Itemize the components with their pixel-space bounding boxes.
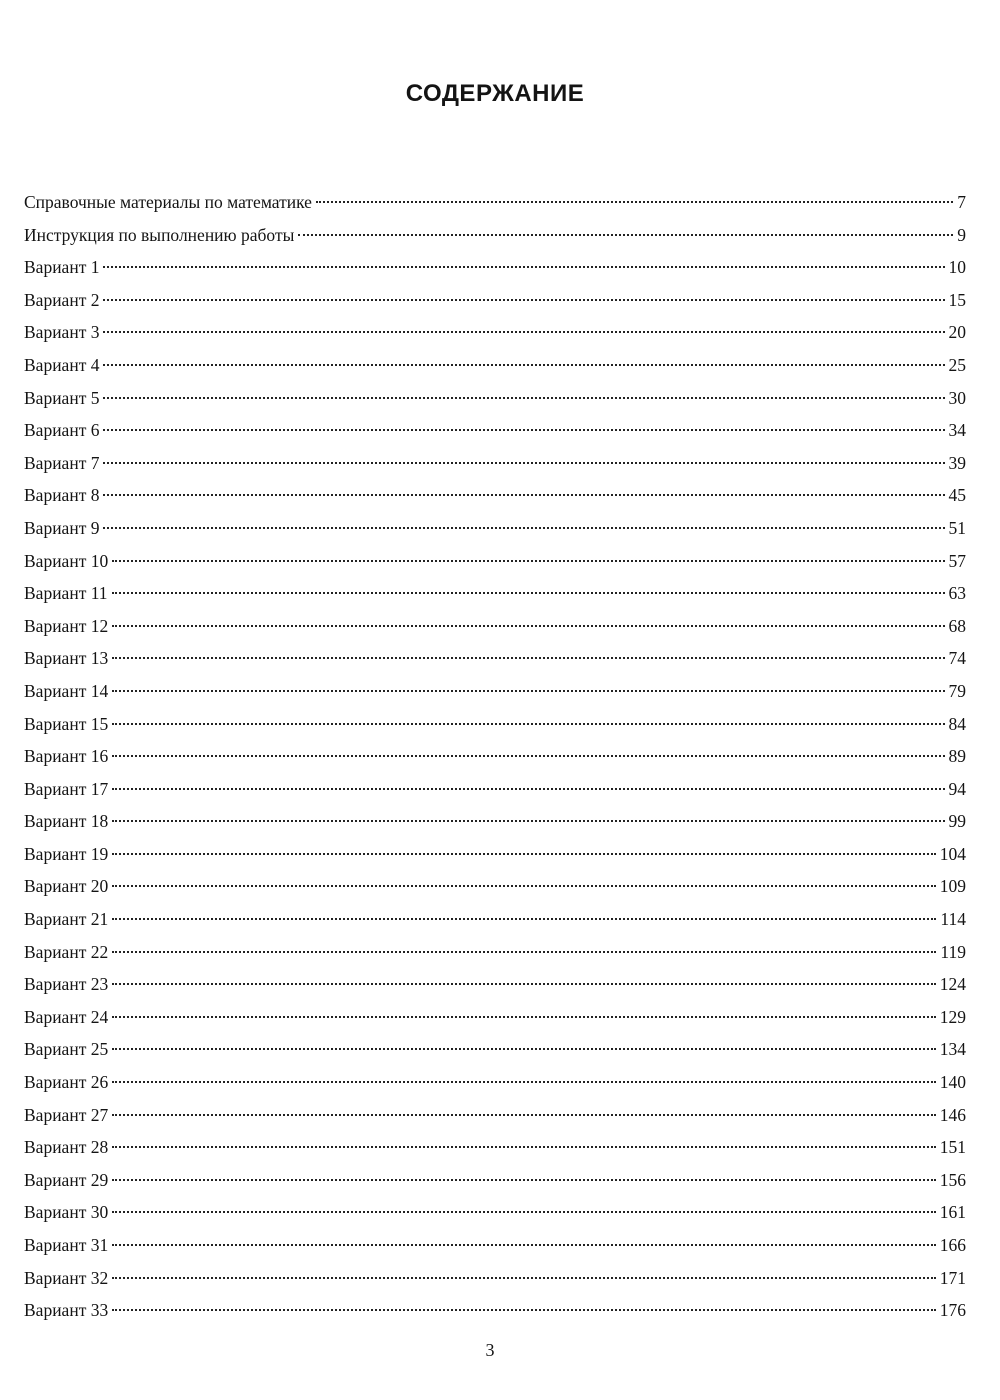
toc-dot-leader <box>112 885 936 887</box>
toc-dot-leader <box>112 592 945 594</box>
toc-entry-page: 10 <box>948 257 966 278</box>
toc-entry[interactable] <box>24 708 966 741</box>
toc-entry[interactable] <box>24 805 966 838</box>
toc-entry[interactable] <box>24 1131 966 1164</box>
toc-entry[interactable] <box>24 414 966 447</box>
toc-entry-label: Вариант 1 <box>24 257 100 278</box>
toc-entry-label: Вариант 24 <box>24 1006 109 1027</box>
toc-entry[interactable] <box>24 642 966 675</box>
toc-dot-leader <box>112 625 944 627</box>
toc-entry-page: 89 <box>948 746 966 767</box>
toc-entry-page: 129 <box>939 1006 966 1027</box>
toc-entry-page: 57 <box>948 550 966 571</box>
toc-entry-page: 74 <box>948 648 966 669</box>
toc-entry[interactable] <box>24 577 966 610</box>
toc-entry-page: 146 <box>939 1104 966 1125</box>
toc-entry-page: 45 <box>948 485 966 506</box>
toc-entry-page: 140 <box>939 1072 966 1093</box>
toc-entry[interactable] <box>24 838 966 871</box>
toc-entry-label: Вариант 7 <box>24 452 100 473</box>
toc-entry[interactable] <box>24 968 966 1001</box>
toc-dot-leader <box>112 657 944 659</box>
toc-dot-leader <box>112 1114 936 1116</box>
toc-entry-page: 104 <box>939 843 966 864</box>
toc-entry-label: Вариант 11 <box>24 583 108 604</box>
toc-entry-page: 30 <box>948 387 966 408</box>
toc-entry-label: Вариант 30 <box>24 1202 109 1223</box>
toc-entry-label: Вариант 33 <box>24 1300 109 1321</box>
toc-entry[interactable] <box>24 903 966 936</box>
toc-entry[interactable] <box>24 740 966 773</box>
toc-entry[interactable] <box>24 447 966 480</box>
toc-dot-leader <box>103 299 944 301</box>
toc-entry-label: Вариант 27 <box>24 1104 109 1125</box>
toc-entry-page: 124 <box>939 974 966 995</box>
toc-entry-label: Вариант 9 <box>24 517 100 538</box>
toc-entry[interactable] <box>24 349 966 382</box>
toc-dot-leader <box>112 1211 936 1213</box>
toc-dot-leader <box>112 788 944 790</box>
toc-entry-label: Вариант 16 <box>24 746 109 767</box>
toc-entry[interactable] <box>24 1001 966 1034</box>
toc-entry-label: Вариант 26 <box>24 1072 109 1093</box>
toc-entry-label: Вариант 12 <box>24 615 109 636</box>
toc-entry-label: Вариант 31 <box>24 1235 109 1255</box>
toc-entry-page: 84 <box>948 713 966 734</box>
toc-entry-page: 68 <box>948 615 966 636</box>
toc-entry[interactable] <box>24 219 966 252</box>
toc-entry-label: Вариант 32 <box>24 1267 109 1288</box>
toc-entry-label: Вариант 20 <box>24 876 109 897</box>
toc-entry-label: Вариант 13 <box>24 648 109 669</box>
toc-entry-page: 7 <box>957 192 966 212</box>
toc-entry-label: Вариант 3 <box>24 322 100 343</box>
toc-entry-page: 156 <box>939 1169 966 1190</box>
toc-entry[interactable] <box>24 1066 966 1099</box>
toc-entry-page: 176 <box>939 1300 966 1321</box>
toc-entry-page: 134 <box>939 1039 966 1060</box>
toc-entry[interactable] <box>24 1294 966 1327</box>
toc-entry-label: Вариант 25 <box>24 1039 109 1060</box>
toc-entry[interactable] <box>24 1164 966 1197</box>
toc-entry-label: Вариант 5 <box>24 387 100 408</box>
toc-dot-leader <box>103 364 944 366</box>
toc-entry-label: Вариант 19 <box>24 843 109 864</box>
toc-entry-label: Вариант 28 <box>24 1137 109 1158</box>
toc-entry-label: Вариант 22 <box>24 941 109 962</box>
toc-dot-leader <box>103 429 944 431</box>
toc-entry[interactable] <box>24 545 966 578</box>
page-number: 3 <box>485 1340 495 1360</box>
toc-entry[interactable] <box>24 1033 966 1066</box>
toc-dot-leader <box>298 234 953 236</box>
toc-dot-leader <box>112 820 944 822</box>
toc-entry[interactable] <box>24 1099 966 1132</box>
toc-dot-leader <box>112 983 936 985</box>
toc-entry-page: 15 <box>948 289 966 310</box>
toc-entry-page: 99 <box>948 811 966 832</box>
toc-dot-leader <box>103 397 944 399</box>
toc-dot-leader <box>112 1277 936 1279</box>
toc-entry-page: 39 <box>948 452 966 473</box>
toc-dot-leader <box>112 723 944 725</box>
toc-entry[interactable] <box>24 773 966 806</box>
toc-dot-leader <box>112 1016 936 1018</box>
toc-dot-leader <box>103 331 944 333</box>
toc-entry[interactable] <box>24 186 966 219</box>
toc-entry-page: 171 <box>939 1267 966 1288</box>
toc-dot-leader <box>112 755 944 757</box>
toc-entry-page: 51 <box>948 517 966 538</box>
toc-dot-leader <box>112 1179 936 1181</box>
toc-entry-page: 94 <box>948 778 966 799</box>
toc-entry[interactable] <box>24 316 966 349</box>
toc-entry-label: Вариант 8 <box>24 485 100 506</box>
toc-entry-page: 63 <box>948 583 966 604</box>
toc-dot-leader <box>112 1146 936 1148</box>
toc-dot-leader <box>103 266 944 268</box>
toc-entry-page: 161 <box>939 1202 966 1223</box>
toc-entry[interactable] <box>24 610 966 643</box>
toc-dot-leader <box>316 201 953 203</box>
toc-entry[interactable] <box>24 251 966 284</box>
toc-entry-label: Вариант 10 <box>24 550 109 571</box>
toc-entry-page: 34 <box>948 420 966 441</box>
toc-entry[interactable] <box>24 936 966 969</box>
table-of-contents <box>24 186 966 1327</box>
toc-entry-label: Справочные материалы по математике <box>24 192 312 212</box>
toc-entry[interactable] <box>24 284 966 317</box>
toc-dot-leader <box>112 1244 936 1246</box>
toc-entry-label: Вариант 6 <box>24 420 100 441</box>
toc-entry[interactable] <box>24 479 966 512</box>
toc-dot-leader <box>112 1048 936 1050</box>
toc-entry[interactable] <box>24 1262 966 1295</box>
toc-entry-page: 151 <box>939 1137 966 1158</box>
toc-dot-leader <box>103 462 944 464</box>
toc-entry-label: Вариант 23 <box>24 974 109 995</box>
toc-entry-page: 119 <box>940 941 966 962</box>
toc-entry[interactable] <box>24 382 966 415</box>
toc-entry-page: 25 <box>948 354 966 375</box>
toc-dot-leader <box>112 1309 936 1311</box>
toc-dot-leader <box>112 1081 936 1083</box>
page-title: СОДЕРЖАНИЕ <box>405 80 585 107</box>
toc-dot-leader <box>103 494 944 496</box>
toc-entry-label: Вариант 17 <box>24 778 109 799</box>
toc-entry-label: Вариант 14 <box>24 680 109 701</box>
toc-entry[interactable] <box>24 675 966 708</box>
toc-dot-leader <box>112 951 936 953</box>
toc-entry-label: Вариант 4 <box>24 354 100 375</box>
toc-entry-page: 166 <box>939 1235 966 1255</box>
toc-entry[interactable] <box>24 870 966 903</box>
toc-entry-label: Вариант 15 <box>24 713 109 734</box>
toc-dot-leader <box>112 690 944 692</box>
toc-entry-page: 20 <box>948 322 966 343</box>
toc-entry-label: Вариант 29 <box>24 1169 109 1190</box>
toc-entry[interactable] <box>24 512 966 545</box>
toc-entry-label: Вариант 21 <box>24 909 109 930</box>
toc-dot-leader <box>112 853 936 855</box>
toc-entry-page: 79 <box>948 680 966 701</box>
toc-entry[interactable] <box>24 1229 966 1262</box>
toc-entry-label: Инструкция по выполнению работы <box>24 224 295 245</box>
toc-entry-label: Вариант 2 <box>24 289 100 310</box>
toc-entry-page: 9 <box>957 224 966 245</box>
toc-entry-page: 114 <box>940 909 966 930</box>
toc-entry-label: Вариант 18 <box>24 811 109 832</box>
toc-entry[interactable] <box>24 1196 966 1229</box>
toc-dot-leader <box>112 560 944 562</box>
toc-dot-leader <box>112 918 936 920</box>
toc-entry-page: 109 <box>939 876 966 897</box>
toc-dot-leader <box>103 527 944 529</box>
